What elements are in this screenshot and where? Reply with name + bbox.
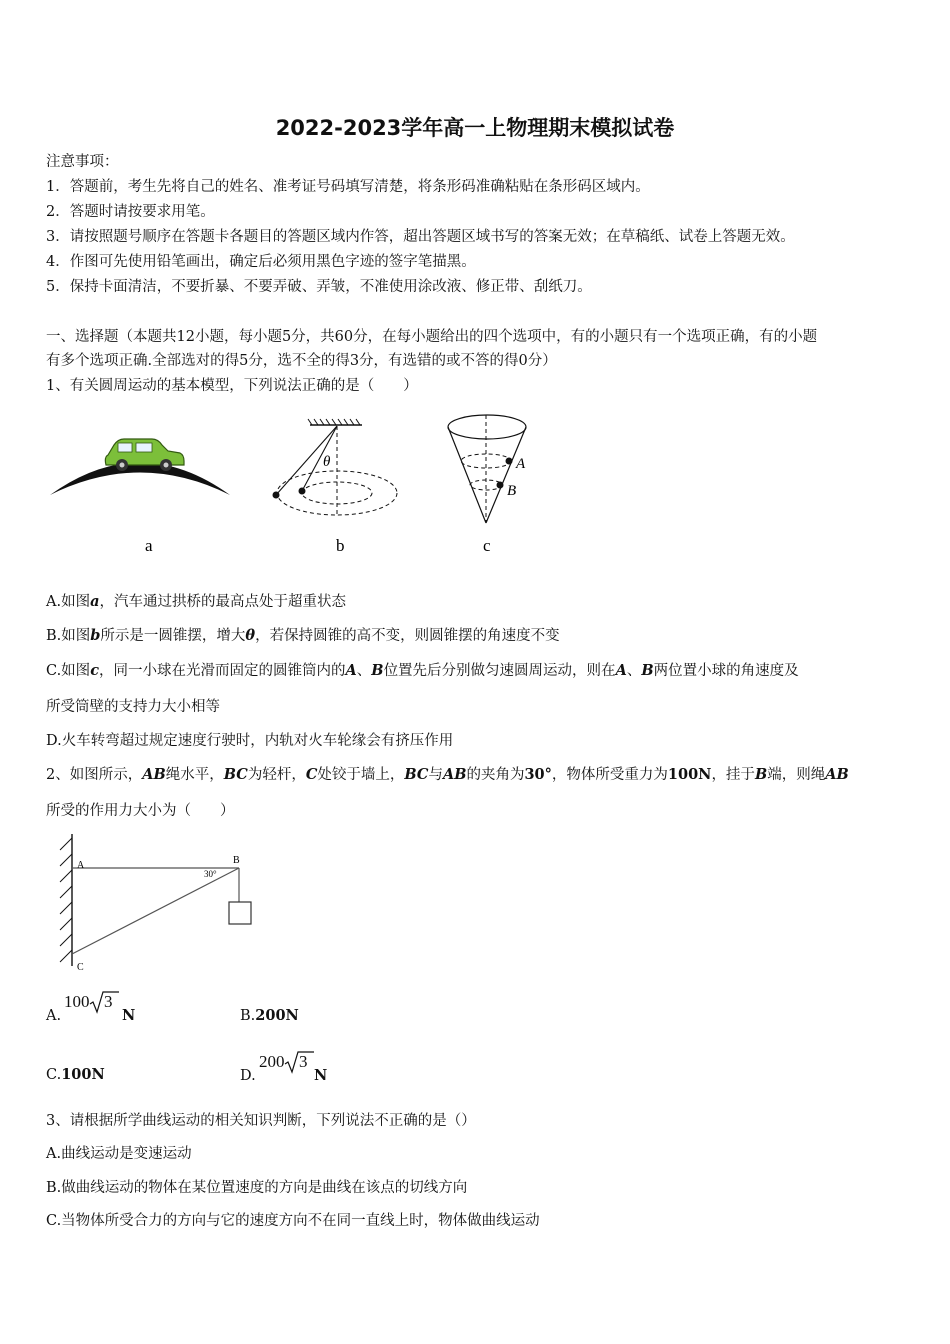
q2-figure — [50, 830, 270, 980]
question-1-stem: 1、有关圆周运动的基本模型，下列说法正确的是（ ） — [46, 378, 418, 394]
page-title: 2022-2023学年高一上物理期末模拟试卷 — [275, 116, 675, 140]
question-3-stem: 3、请根据所学曲线运动的相关知识判断，下列说法不正确的是（） — [46, 1113, 476, 1129]
figure-b-pendulum — [273, 419, 398, 515]
q2-figure-label-B: B — [233, 855, 240, 866]
figure-a-label: a — [145, 536, 153, 555]
q1-option-a: A.如图a，汽车通过拱桥的最高点处于超重状态 — [46, 593, 346, 610]
q2-figure-label-C: C — [77, 962, 84, 973]
figure-a-bridge — [50, 439, 230, 495]
notes-heading: 注意事项： — [46, 154, 119, 170]
figure-c-label: c — [483, 536, 491, 555]
q2-option-b: B.200N — [240, 1007, 299, 1024]
figure-c-cone — [448, 415, 526, 523]
q1-option-c-cont: 所受筒壁的支持力大小相等 — [46, 699, 220, 715]
q3-option-c: C.当物体所受合力的方向与它的速度方向不在同一直线上时，物体做曲线运动 — [46, 1213, 540, 1229]
q1-option-c: C.如图c，同一小球在光滑而固定的圆锥筒内的A、B位置先后分别做匀速圆周运动，则在A、B两位置小球的角速度及 — [46, 662, 799, 679]
question-2-stem-cont: 所受的作用力大小为（ ） — [46, 803, 235, 819]
note-item: 2．答题时请按要求用笔。 — [46, 204, 215, 220]
q2-option-c: C.100N — [46, 1066, 105, 1083]
q1-figure — [40, 405, 560, 565]
q3-option-b: B.做曲线运动的物体在某位置速度的方向是曲线在该点的切线方向 — [46, 1180, 468, 1196]
section-heading-line2: 有多个选项正确.全部选对的得5分，选不全的得3分，有选错的或不答的得0分） — [46, 353, 557, 369]
note-item: 1．答题前，考生先将自己的姓名、准考证号码填写清楚，将条形码准确粘贴在条形码区域内。 — [46, 179, 650, 195]
figure-c-label-B: B — [507, 483, 517, 499]
note-item: 3．请按照题号顺序在答题卡各题目的答题区域内作答，超出答题区域书写的答案无效；在草稿纸、试卷上答题无效。 — [46, 229, 795, 245]
q1-option-d: D.火车转弯超过规定速度行驶时，内轨对火车轮缘会有挤压作用 — [46, 733, 454, 749]
q1-option-b: B.如图b所示是一圆锥摆，增大θ，若保持圆锥的高不变，则圆锥摆的角速度不变 — [46, 627, 560, 644]
figure-b-theta: θ — [323, 454, 331, 470]
q2-figure-label-A: A — [77, 860, 85, 871]
figure-c-label-A: A — [516, 456, 526, 472]
note-item: 4．作图可先使用铅笔画出，确定后必须用黑色字迹的签字笔描黑。 — [46, 254, 476, 270]
figure-b-label: b — [336, 536, 345, 555]
q2-figure-angle: 30° — [204, 869, 217, 879]
question-2-stem: 2、如图所示，AB绳水平，BC为轻杆，C处铰于墙上，BC与AB的夹角为30°，物体所受重力为100N，挂于B端，则绳AB — [46, 766, 849, 783]
q3-option-a: A.曲线运动是变速运动 — [46, 1146, 192, 1162]
note-item: 5．保持卡面清洁，不要折暴、不要弄破、弄皱，不准使用涂改液、修正带、刮纸刀。 — [46, 279, 592, 295]
section-heading-line1: 一、选择题（本题共12小题，每小题5分，共60分，在每小题给出的四个选项中，有的小题只有一个选项正确，有的小题 — [46, 329, 818, 345]
